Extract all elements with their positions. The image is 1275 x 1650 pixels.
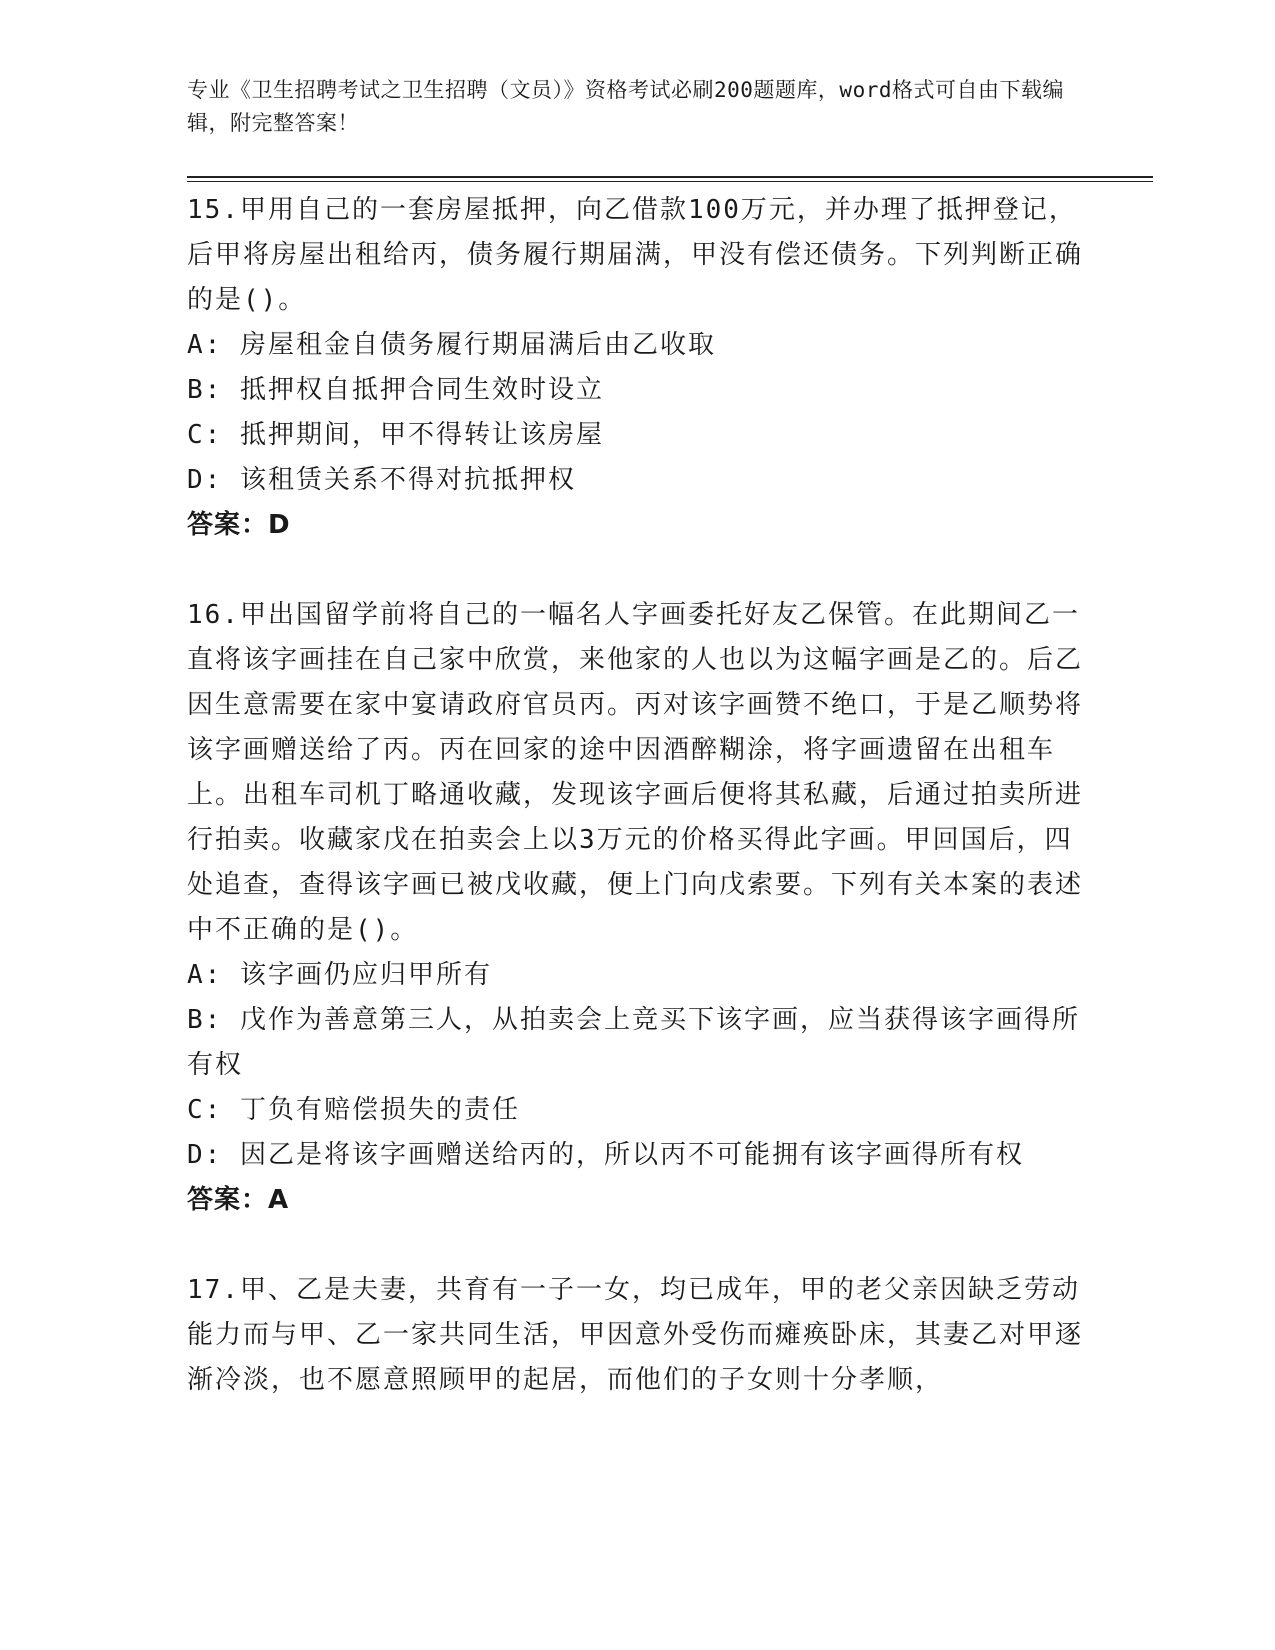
question-spacer [187,1223,1087,1268]
header-divider-thin [187,181,1153,182]
question-16 [187,593,1087,1223]
document-header [187,74,1067,140]
option-c: C: 抵押期间，甲不得转让该房屋 [187,420,604,450]
option-a: A: 房屋租金自债务履行期届满后由乙收取 [187,330,716,360]
header-text: 专业《卫生招聘考试之卫生招聘（文员）》资格考试必刷200题题库，word格式可自由下载编辑，附完整答案！ [187,78,1064,135]
answer-line: 答案：A [187,1185,290,1215]
option-d: D: 因乙是将该字画赠送给丙的，所以丙不可能拥有该字画得所有权 [187,1140,1024,1170]
option-b: B: 戊作为善意第三人，从拍卖会上竞买下该字画，应当获得该字画得所有权 [187,1005,1080,1080]
question-stem: 15.甲用自己的一套房屋抵押，向乙借款100万元，并办理了抵押登记，后甲将房屋出租给丙，债务履行期届满，甲没有偿还债务。下列判断正确的是()。 [187,195,1084,315]
option-b: B: 抵押权自抵押合同生效时设立 [187,375,604,405]
question-17 [187,1268,1087,1403]
question-stem: 17.甲、乙是夫妻，共育有一子一女，均已成年，甲的老父亲因缺乏劳动能力而与甲、乙一家共同生活，甲因意外受伤而瘫痪卧床，其妻乙对甲逐渐冷淡，也不愿意照顾甲的起居，而他们的子女则十分孝顺， [187,1275,1084,1395]
question-stem: 16.甲出国留学前将自己的一幅名人字画委托好友乙保管。在此期间乙一直将该字画挂在自己家中欣赏，来他家的人也以为这幅字画是乙的。后乙因生意需要在家中宴请政府官员丙。丙对该字画赞不绝口，于是乙顺势将该字画赠送给了丙。丙在回家的途中因酒醉糊涂，将字画遗留在出租车上。出租车司机丁略通收藏，发现该字画后便将其私藏，后通过拍卖所进行拍卖。收藏家戊在拍卖会上以3万元的价格买得此字画。甲回国后，四处追查，查得该字画已被戊收藏，便上门向戊索要。下列有关本案的表述中不正确的是()。 [187,600,1084,945]
option-a: A: 该字画仍应归甲所有 [187,960,492,990]
option-d: D: 该租赁关系不得对抗抵押权 [187,465,576,495]
answer-line: 答案：D [187,510,291,540]
header-divider-thick [187,176,1153,178]
option-c: C: 丁负有赔偿损失的责任 [187,1095,520,1125]
question-spacer [187,548,1087,593]
question-list [187,188,1087,1403]
question-15 [187,188,1087,548]
